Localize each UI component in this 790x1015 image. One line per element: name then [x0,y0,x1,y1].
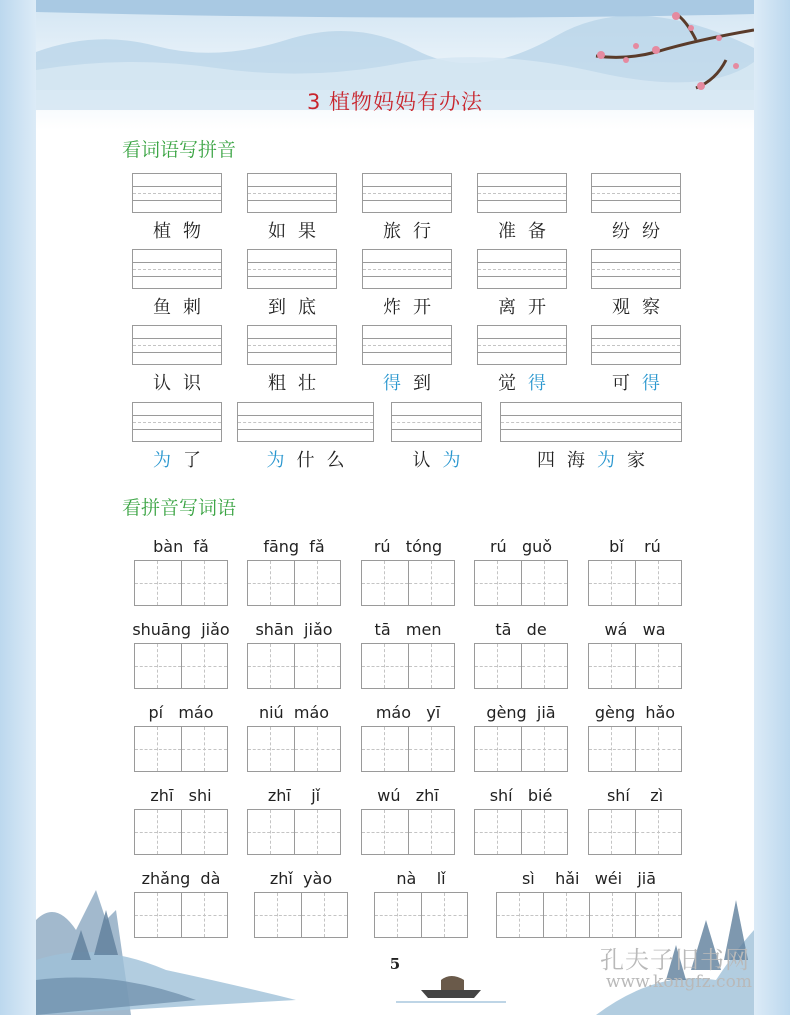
pinyin-answer-box[interactable] [591,249,681,289]
vocab-char: 为 [597,450,615,471]
vocab-char: 觉 [498,373,516,394]
tian-zi-cell[interactable] [589,644,635,688]
tian-zi-cell[interactable] [135,727,181,771]
tian-zi-cell[interactable] [294,561,340,605]
character-grid[interactable] [588,560,682,606]
character-grid[interactable] [361,560,455,606]
vocab-word [407,446,467,472]
tian-zi-cell[interactable] [301,893,347,937]
vocab-word [147,369,207,395]
character-grid[interactable] [588,809,682,855]
character-grid[interactable] [474,643,568,689]
character-grid[interactable] [134,726,228,772]
vocab-char: 旅 [383,221,401,242]
character-grid[interactable] [254,892,348,938]
character-grid[interactable] [496,892,682,938]
pinyin-prompt: zhī jǐ [267,786,321,805]
pinyin-answer-box[interactable] [391,402,482,442]
vocab-char: 备 [528,221,546,242]
tian-zi-cell[interactable] [635,727,681,771]
pinyin-answer-box[interactable] [477,173,567,213]
vocab-char: 到 [268,297,286,318]
watermark-text: 孔夫子旧书网 [600,946,750,974]
pinyin-answer-box[interactable] [362,173,452,213]
tian-zi-cell[interactable] [408,644,454,688]
character-grid[interactable] [361,643,455,689]
vocab-char: 果 [298,221,316,242]
tian-zi-cell[interactable] [362,727,408,771]
pinyin-prompt: máo yī [375,703,441,722]
vocab-char: 准 [498,221,516,242]
vocab-word [606,217,666,243]
pinyin-answer-box[interactable] [591,325,681,365]
pinyin-answer-box[interactable] [362,325,452,365]
vocab-word [492,369,552,395]
pinyin-prompt: pí máo [148,703,214,722]
vocab-char: 察 [642,297,660,318]
tian-zi-cell[interactable] [294,810,340,854]
pinyin-prompt: rú guǒ [489,537,553,556]
tian-zi-cell[interactable] [521,561,567,605]
vocab-char: 认 [153,373,171,394]
vocab-char: 底 [298,297,316,318]
tian-zi-cell[interactable] [135,810,181,854]
character-grid[interactable] [134,892,228,938]
pinyin-answer-box[interactable] [247,249,337,289]
vocab-char: 什 [296,450,315,471]
pinyin-prompt: zhī shi [150,786,212,805]
tian-zi-cell[interactable] [543,893,589,937]
pinyin-answer-box[interactable] [477,325,567,365]
character-grid[interactable] [474,560,568,606]
pinyin-prompt: fāng fǎ [263,537,325,556]
vocab-word [262,293,322,319]
tian-zi-cell[interactable] [635,810,681,854]
pinyin-answer-box[interactable] [247,173,337,213]
vocab-word [261,446,351,472]
vocab-char: 可 [612,373,630,394]
tian-zi-cell[interactable] [408,561,454,605]
pinyin-prompt: tā men [374,620,442,639]
tian-zi-cell[interactable] [475,561,521,605]
tian-zi-cell[interactable] [181,810,227,854]
pinyin-prompt: shí bié [489,786,553,805]
tian-zi-cell[interactable] [135,644,181,688]
vocab-char: 识 [183,373,201,394]
vocab-word [606,293,666,319]
tian-zi-cell[interactable] [255,893,301,937]
pinyin-prompt: gèng jiā [486,703,556,722]
vocab-word [492,293,552,319]
pinyin-answer-box[interactable] [591,173,681,213]
tian-zi-cell[interactable] [248,644,294,688]
character-grid[interactable] [474,809,568,855]
tian-zi-cell[interactable] [135,893,181,937]
vocab-word [492,217,552,243]
tian-zi-cell[interactable] [362,561,408,605]
vocab-word [606,369,666,395]
tian-zi-cell[interactable] [589,810,635,854]
vocab-char: 植 [153,221,171,242]
pinyin-prompt: wá wa [604,620,666,639]
tian-zi-cell[interactable] [589,893,635,937]
tian-zi-cell[interactable] [408,727,454,771]
tian-zi-cell[interactable] [589,727,635,771]
pinyin-prompt: bàn fǎ [153,537,209,556]
vocab-word [147,217,207,243]
vocab-char: 得 [383,373,401,394]
vocab-char: 物 [183,221,201,242]
vocab-char: 认 [412,450,431,471]
right-border [754,0,790,1015]
vocab-word [147,446,207,472]
pinyin-prompt: tā de [495,620,547,639]
character-grid[interactable] [474,726,568,772]
tian-zi-cell[interactable] [635,644,681,688]
watermark-url: www.kongfz.com [606,972,752,992]
vocab-word [377,369,437,395]
boat-icon [421,976,481,998]
character-grid[interactable] [247,809,341,855]
pinyin-prompt: zhǐ yào [269,869,333,888]
vocab-char: 为 [266,450,285,471]
character-grid[interactable] [361,726,455,772]
vocab-char: 粗 [268,373,286,394]
character-grid[interactable] [247,726,341,772]
vocab-char: 如 [268,221,286,242]
character-grid[interactable] [134,560,228,606]
pinyin-prompt: wú zhī [377,786,439,805]
tian-zi-cell[interactable] [135,561,181,605]
tian-zi-cell[interactable] [362,810,408,854]
vocab-char: 开 [528,297,546,318]
tian-zi-cell[interactable] [294,644,340,688]
vocab-char: 壮 [298,373,316,394]
vocab-char: 得 [528,373,546,394]
tian-zi-cell[interactable] [521,727,567,771]
character-grid[interactable] [374,892,468,938]
vocab-char: 到 [413,373,431,394]
pinyin-answer-box[interactable] [500,402,682,442]
character-grid[interactable] [588,726,682,772]
character-grid[interactable] [247,643,341,689]
vocab-word [531,446,651,472]
pinyin-answer-box[interactable] [237,402,374,442]
pinyin-answer-box[interactable] [132,249,222,289]
vocab-word [262,217,322,243]
pinyin-answer-box[interactable] [132,173,222,213]
character-grid[interactable] [134,809,228,855]
page-number: 5 [389,955,401,973]
tian-zi-cell[interactable] [248,561,294,605]
pinyin-answer-box[interactable] [362,249,452,289]
tian-zi-cell[interactable] [521,644,567,688]
vocab-char: 了 [183,450,201,471]
vocab-word [262,369,322,395]
pinyin-prompt: shān jiǎo [255,620,333,639]
tian-zi-cell[interactable] [181,727,227,771]
tian-zi-cell[interactable] [497,893,543,937]
vocab-word [147,293,207,319]
character-grid[interactable] [134,643,228,689]
tian-zi-cell[interactable] [408,810,454,854]
vocab-char: 纷 [642,221,660,242]
vocab-char: 离 [498,297,516,318]
pinyin-answer-box[interactable] [247,325,337,365]
vocab-char: 炸 [383,297,401,318]
character-grid[interactable] [588,643,682,689]
tian-zi-cell[interactable] [475,644,521,688]
pinyin-prompt: bǐ rú [609,537,661,556]
tian-zi-cell[interactable] [181,561,227,605]
vocab-word [377,293,437,319]
vocab-char: 么 [326,450,345,471]
vocab-char: 行 [413,221,431,242]
pinyin-prompt: sì hǎi wéi jiā [521,869,657,888]
tian-zi-cell[interactable] [635,561,681,605]
vocab-char: 开 [413,297,431,318]
pinyin-answer-box[interactable] [477,249,567,289]
vocab-char: 四 [537,450,555,471]
pinyin-prompt: rú tóng [373,537,443,556]
pinyin-prompt: zhǎng dà [141,869,221,888]
vocab-char: 观 [612,297,630,318]
character-grid[interactable] [361,809,455,855]
section-heading-write-pinyin: 看词语写拼音 [122,139,237,161]
tian-zi-cell[interactable] [475,810,521,854]
vocab-char: 鱼 [153,297,171,318]
tian-zi-cell[interactable] [248,810,294,854]
pinyin-prompt: shí zì [606,786,664,805]
tian-zi-cell[interactable] [521,810,567,854]
pinyin-prompt: shuāng jiǎo [132,620,230,639]
tian-zi-cell[interactable] [635,893,681,937]
pinyin-prompt: niú máo [258,703,330,722]
pinyin-prompt: gèng hǎo [594,703,676,722]
tian-zi-cell[interactable] [294,727,340,771]
tian-zi-cell[interactable] [421,893,467,937]
tian-zi-cell[interactable] [181,893,227,937]
vocab-char: 为 [442,450,461,471]
tian-zi-cell[interactable] [375,893,421,937]
vocab-char: 海 [567,450,585,471]
vocab-char: 得 [642,373,660,394]
lesson-title: 3 植物妈妈有办法 [306,90,484,114]
vocab-char: 纷 [612,221,630,242]
tian-zi-cell[interactable] [475,727,521,771]
vocab-word [377,217,437,243]
vocab-char: 为 [153,450,171,471]
tian-zi-cell[interactable] [589,561,635,605]
character-grid[interactable] [247,560,341,606]
tian-zi-cell[interactable] [362,644,408,688]
tian-zi-cell[interactable] [248,727,294,771]
tian-zi-cell[interactable] [181,644,227,688]
vocab-char: 家 [627,450,645,471]
pinyin-prompt: nà lǐ [396,869,446,888]
pinyin-answer-box[interactable] [132,402,222,442]
section-heading-write-words: 看拼音写词语 [122,497,237,519]
pinyin-answer-box[interactable] [132,325,222,365]
vocab-char: 刺 [183,297,201,318]
left-border [0,0,36,1015]
